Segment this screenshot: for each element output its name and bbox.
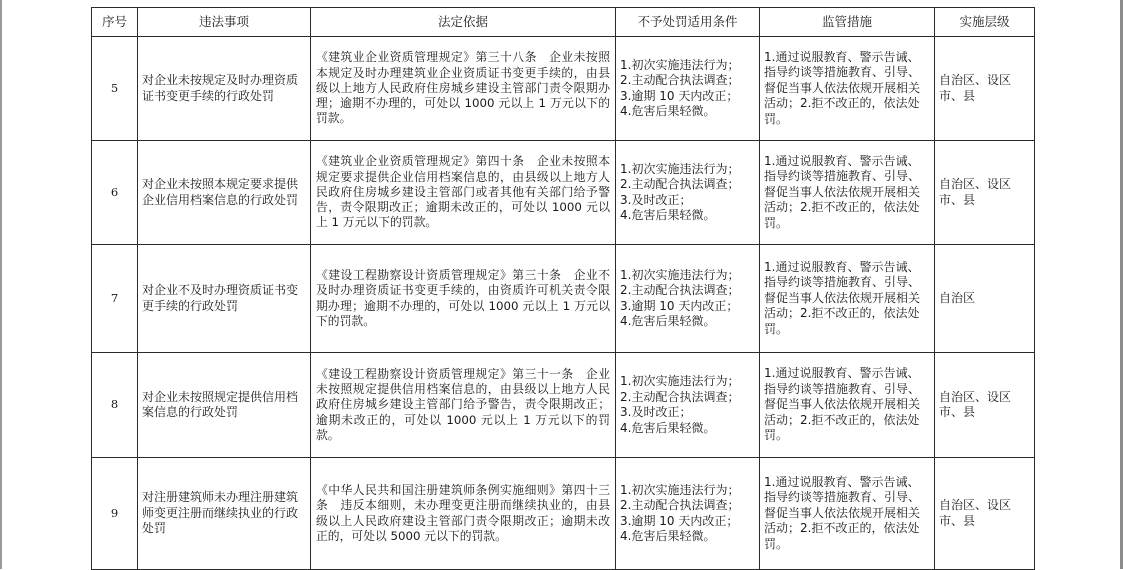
condition-item: 3.逾期 10 天内改正； [620, 88, 739, 103]
condition-item: 2.主动配合执法调查； [620, 73, 740, 87]
page-left-edge [0, 0, 2, 569]
row-exemption-conditions [616, 458, 760, 570]
condition-item: 1.初次实施违法行为； [620, 267, 740, 282]
row-legal-basis: 《建筑业企业资质管理规定》第四十条 企业未按照本规定要求提供企业信用档案信息的，由县级以上地方人民政府住房城乡建设主管部门或者其他有关部门给予警告，责令限期改正；逾期未改正的，可处以 1000 元以上 1 万元以下的罚款。 [311, 141, 616, 245]
row-serial-number: 9 [92, 458, 138, 570]
row-serial-number: 6 [92, 141, 138, 245]
row-serial-number: 8 [92, 353, 138, 458]
condition-item: 1.初次实施违法行为； [620, 482, 740, 497]
row-serial-number: 5 [92, 37, 138, 141]
table-row [92, 353, 1035, 458]
row-exemption-conditions [616, 37, 760, 141]
row-violation-matter: 对企业未按规定及时办理资质证书变更手续的行政处罚 [138, 37, 311, 141]
row-implementation-level: 自治区、设区市、县 [935, 458, 1035, 570]
row-supervision-measures: 1.通过说服教育、警示告诫、指导约谈等措施教育、引导、督促当事人依法依规开展相关活动；2.拒不改正的，依法处罚。 [760, 353, 935, 458]
condition-item: 2.主动配合执法调查； [620, 498, 740, 512]
row-legal-basis: 《建设工程勘察设计资质管理规定》第三十一条 企业未按照规定提供信用档案信息的，由县级以上地方人民政府住房城乡建设主管部门给予警告，责令限期改正；逾期未改正的，可处以 1000 元以上 1 万元以下的罚款。 [311, 353, 616, 458]
row-implementation-level: 自治区、设区市、县 [935, 37, 1035, 141]
row-implementation-level: 自治区、设区市、县 [935, 141, 1035, 245]
condition-item: 4.危害后果轻微。 [620, 420, 716, 435]
header-supervision-measures: 监管措施 [760, 8, 935, 37]
row-implementation-level: 自治区、设区市、县 [935, 353, 1035, 458]
row-legal-basis: 《建筑业企业资质管理规定》第三十八条 企业未按照本规定及时办理建筑业企业资质证书变更手续的，由县级以上地方人民政府住房城乡建设主管部门责令限期办理；逾期不办理的，可处以 1000 元以上 1 万元以下的罚款。 [311, 37, 616, 141]
condition-item: 2.主动配合执法调查； [620, 389, 740, 404]
condition-item: 1.初次实施违法行为； [620, 374, 740, 388]
header-implementation-level: 实施层级 [935, 8, 1035, 37]
header-violation-matter: 违法事项 [138, 8, 311, 37]
row-violation-matter: 对企业未按照本规定要求提供企业信用档案信息的行政处罚 [138, 141, 311, 245]
table-header-row [92, 8, 1035, 37]
table-row [92, 37, 1035, 141]
condition-item: 4.危害后果轻微。 [620, 529, 716, 543]
row-exemption-conditions [616, 245, 760, 353]
header-legal-basis: 法定依据 [311, 8, 616, 37]
condition-item: 2.主动配合执法调查； [620, 177, 740, 191]
row-exemption-conditions [616, 353, 760, 458]
condition-item: 3.及时改正； [620, 192, 692, 207]
row-legal-basis: 《中华人民共和国注册建筑师条例实施细则》第四十三条 违反本细则，未办理变更注册而继续执业的，由县级以上人民政府建设主管部门责令限期改正；逾期未改正的，可处以 5000 元以下的罚款。 [311, 458, 616, 570]
table-row [92, 458, 1035, 570]
row-violation-matter: 对企业未按照规定提供信用档案信息的行政处罚 [138, 353, 311, 458]
row-violation-matter: 对注册建筑师未办理注册建筑师变更注册而继续执业的行政处罚 [138, 458, 311, 570]
table-row [92, 245, 1035, 353]
row-violation-matter: 对企业不及时办理资质证书变更手续的行政处罚 [138, 245, 311, 353]
condition-item: 3.逾期 10 天内改正； [620, 298, 739, 313]
condition-item: 3.逾期 10 天内改正； [620, 513, 739, 528]
row-serial-number: 7 [92, 245, 138, 353]
condition-item: 4.危害后果轻微。 [620, 314, 716, 328]
row-exemption-conditions [616, 141, 760, 245]
condition-item: 2.主动配合执法调查； [620, 283, 740, 297]
table-row [92, 141, 1035, 245]
row-supervision-measures: 1.通过说服教育、警示告诫、指导约谈等措施教育、引导、督促当事人依法依规开展相关活动；2.拒不改正的，依法处罚。 [760, 245, 935, 353]
row-supervision-measures: 1.通过说服教育、警示告诫、指导约谈等措施教育、引导、督促当事人依法依规开展相关活动；2.拒不改正的，依法处罚。 [760, 37, 935, 141]
row-supervision-measures: 1.通过说服教育、警示告诫、指导约谈等措施教育、引导、督促当事人依法依规开展相关活动；2.拒不改正的，依法处罚。 [760, 141, 935, 245]
penalty-exemption-table [91, 7, 1035, 570]
header-exemption-conditions: 不予处罚适用条件 [616, 8, 760, 37]
row-implementation-level: 自治区 [935, 245, 1035, 353]
condition-item: 4.危害后果轻微。 [620, 104, 716, 118]
row-supervision-measures: 1.通过说服教育、警示告诫、指导约谈等措施教育、引导、督促当事人依法依规开展相关活动；2.拒不改正的，依法处罚。 [760, 458, 935, 570]
row-legal-basis: 《建设工程勘察设计资质管理规定》第三十条 企业不及时办理资质证书变更手续的，由资质许可机关责令限期办理；逾期不办理的，可处以 1000 元以上 1 万元以下的罚款。 [311, 245, 616, 353]
condition-item: 1.初次实施违法行为； [620, 57, 740, 72]
condition-item: 4.危害后果轻微。 [620, 208, 716, 222]
header-serial-number: 序号 [92, 8, 138, 37]
condition-item: 1.初次实施违法行为； [620, 161, 740, 176]
condition-item: 3.及时改正； [620, 405, 692, 419]
